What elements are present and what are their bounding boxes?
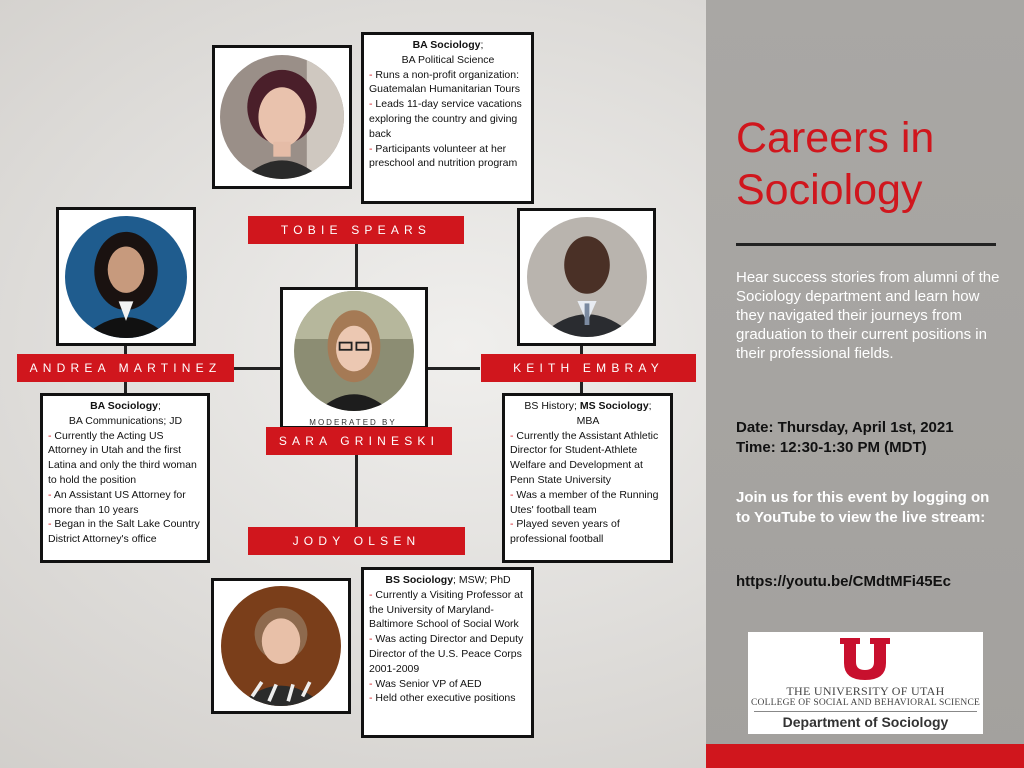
bio-item: - Held other executive positions <box>369 692 516 705</box>
degree-line2: MBA <box>576 414 600 427</box>
name-label-tobie: TOBIE SPEARS <box>248 216 464 244</box>
photo-frame-sara <box>280 287 428 429</box>
bio-box-andrea <box>40 393 210 563</box>
bio-item: - Leads 11-day service vacations exploring the country and giving back <box>369 98 522 140</box>
name-label-jody: JODY OLSEN <box>248 527 465 555</box>
avatar-sara <box>294 291 414 411</box>
event-time: Time: 12:30-1:30 PM (MDT) <box>736 439 927 456</box>
page-title: Careers in Sociology <box>736 114 935 214</box>
photo-frame-keith <box>517 208 656 346</box>
connector-horizontal-left <box>234 367 282 370</box>
connector-vertical-bottom <box>355 454 358 528</box>
degree-primary: BS Sociology <box>385 574 454 586</box>
bio-box-jody <box>361 567 534 738</box>
degree-line2: BA Political Science <box>401 53 495 66</box>
degree-line2: BA Communications; JD <box>68 414 183 427</box>
degree-pre: BS History; <box>524 400 580 412</box>
degree-primary: BA Sociology <box>90 400 158 412</box>
connector-horizontal-right <box>427 367 480 370</box>
name-label-sara: SARA GRINESKI <box>266 427 452 455</box>
bio-box-tobie <box>361 32 534 204</box>
bio-item: - Began in the Salt Lake Country District Attorney's office <box>48 518 200 546</box>
avatar-tobie <box>220 55 344 179</box>
bio-item: - Was a member of the Running Utes' football team <box>510 488 659 516</box>
stream-link[interactable]: https://youtu.be/CMdtMFi45Ec <box>736 573 951 590</box>
connector-andrea-photo <box>124 346 127 354</box>
degree-rest: ; <box>480 39 484 51</box>
degree-rest: ; <box>157 400 161 412</box>
name-label-andrea: ANDREA MARTINEZ <box>17 354 234 382</box>
bio-item: - Participants volunteer at her preschool and nutrition program <box>369 142 518 170</box>
bio-item: - Currently the Assistant Athletic Director for Student-Athlete Welfare and Development at Penn State University <box>510 429 659 486</box>
join-instructions: Join us for this event by logging on to YouTube to view the live stream: <box>736 489 990 526</box>
photo-frame-jody <box>211 578 351 714</box>
intro-text: Hear success stories from alumni of the Sociology department and learn how they navigated their journeys from graduation to their current positions in their professional fields. <box>736 269 1000 362</box>
avatar-andrea <box>65 216 187 338</box>
connector-vertical-top <box>355 243 358 288</box>
bio-item: - Was acting Director and Deputy Director of the U.S. Peace Corps 2001-2009 <box>369 633 524 675</box>
university-u-logo-icon <box>838 636 892 682</box>
bio-item: - Played seven years of professional football <box>510 518 620 546</box>
degree-primary: BA Sociology <box>412 39 481 51</box>
bio-item: - Runs a non-profit organization: Guatemalan Humanitarian Tours <box>369 68 520 96</box>
event-date: Date: Thursday, April 1st, 2021 <box>736 419 954 436</box>
degree-primary: MS Sociology <box>579 400 649 412</box>
logo-university-name: THE UNIVERSITY OF UTAH <box>786 684 945 698</box>
bio-box-keith <box>502 393 673 563</box>
bio-item: - Currently a Visiting Professor at the University of Maryland-Baltimore School of Social Work <box>369 588 523 631</box>
avatar-jody <box>221 586 341 706</box>
avatar-keith <box>527 217 647 337</box>
moderated-by-caption: MODERATED BY <box>309 418 397 427</box>
title-divider <box>736 243 996 246</box>
degree-rest: ; MSW; PhD <box>453 574 511 586</box>
bio-item: - Currently the Acting US Attorney in Utah and the first Latina and only the third woman to hold the position <box>48 429 197 486</box>
logo-divider <box>754 711 977 712</box>
degree-rest: ; <box>648 400 652 412</box>
photo-frame-andrea <box>56 207 196 346</box>
logo-department-name: Department of Sociology <box>782 714 949 730</box>
accent-bar <box>706 744 1024 768</box>
name-label-keith: KEITH EMBRAY <box>481 354 696 382</box>
photo-frame-tobie <box>212 45 352 189</box>
logo-college-name: COLLEGE OF SOCIAL AND BEHAVIORAL SCIENCE <box>750 698 981 708</box>
bio-item: - An Assistant US Attorney for more than 10 years <box>48 488 186 516</box>
university-logo <box>748 632 983 734</box>
bio-item: - Was Senior VP of AED <box>369 677 482 690</box>
